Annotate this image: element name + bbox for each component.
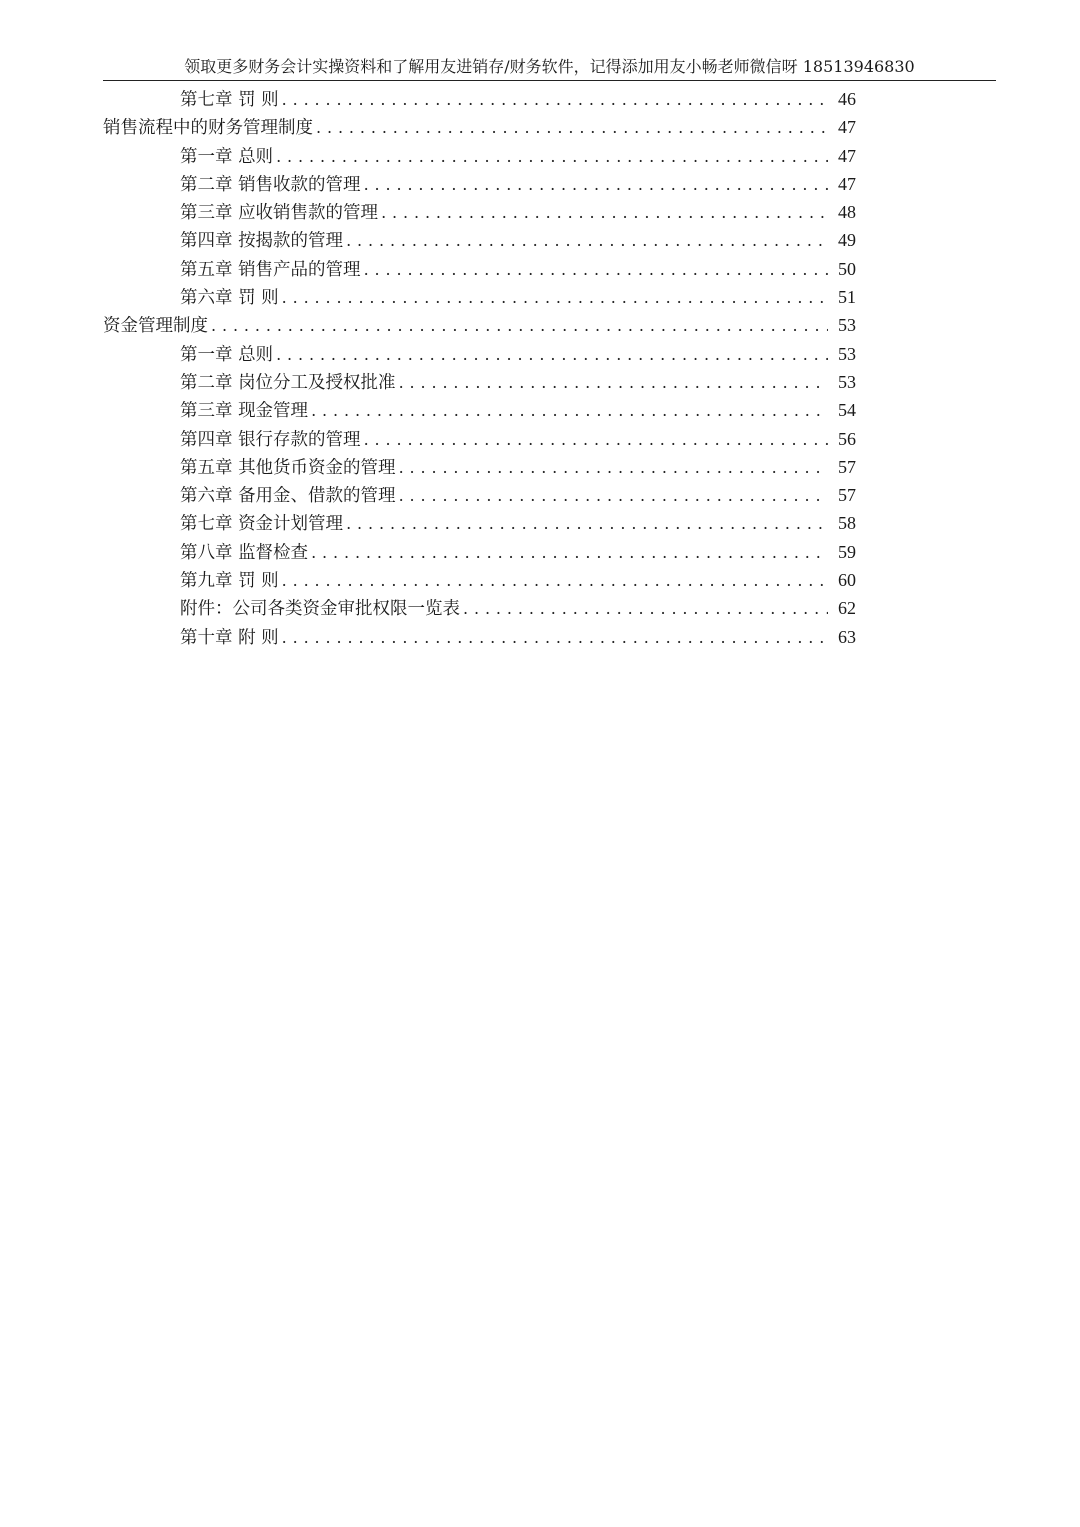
toc-section-entry[interactable] xyxy=(103,311,856,339)
toc-dot-leader xyxy=(276,143,828,171)
toc-entry-label: 第六章 备用金、借款的管理 xyxy=(180,486,396,507)
toc-entry[interactable] xyxy=(103,85,856,113)
toc-dot-leader xyxy=(282,86,828,114)
toc-dot-leader xyxy=(211,312,828,340)
toc-entry[interactable] xyxy=(103,566,856,594)
toc-dot-leader xyxy=(463,595,828,623)
toc-entry[interactable] xyxy=(103,425,856,453)
toc-page-number: 53 xyxy=(838,343,856,364)
toc-entry[interactable] xyxy=(103,170,856,198)
toc-entry[interactable] xyxy=(103,509,856,537)
toc-entry[interactable] xyxy=(103,453,856,481)
toc-entry[interactable] xyxy=(103,283,856,311)
toc-entry-label: 第五章 销售产品的管理 xyxy=(180,259,361,280)
toc-entry[interactable] xyxy=(103,538,856,566)
toc-dot-leader xyxy=(399,482,828,510)
toc-dot-leader xyxy=(282,284,828,312)
toc-page-number: 46 xyxy=(838,89,856,109)
toc-dot-leader xyxy=(276,341,828,369)
toc-entry-label: 第一章 总则 xyxy=(180,344,274,365)
toc-page-number: 57 xyxy=(838,456,856,477)
toc-section-entry[interactable] xyxy=(103,113,856,141)
toc-entry[interactable] xyxy=(103,481,856,509)
toc-dot-leader xyxy=(399,454,828,482)
toc-dot-leader xyxy=(282,567,828,595)
toc-entry-label: 第十章 附 则 xyxy=(180,627,279,648)
toc-entry-label: 附件：公司各类资金审批权限一览表 xyxy=(180,599,460,620)
toc-entry[interactable] xyxy=(103,594,856,622)
toc-dot-leader xyxy=(346,227,828,255)
toc-dot-leader xyxy=(311,397,828,425)
toc-entry-label: 第二章 销售收款的管理 xyxy=(180,174,361,195)
toc-entry[interactable] xyxy=(103,255,856,283)
toc-entry-label: 第二章 岗位分工及授权批准 xyxy=(180,372,396,393)
toc-entry[interactable] xyxy=(103,623,856,651)
toc-entry-label: 第四章 按揭款的管理 xyxy=(180,231,344,252)
toc-page-number: 47 xyxy=(838,145,856,166)
toc-dot-leader xyxy=(346,510,828,538)
toc-entry-label: 第三章 现金管理 xyxy=(180,401,309,422)
toc-dot-leader xyxy=(364,426,828,454)
toc-page-number: 47 xyxy=(838,173,856,194)
toc-entry-label: 第七章 资金计划管理 xyxy=(180,514,344,535)
toc-entry-label: 第六章 罚 则 xyxy=(180,288,279,309)
toc-page-number: 62 xyxy=(838,598,856,619)
toc-entry[interactable] xyxy=(103,396,856,424)
toc-dot-leader xyxy=(364,256,828,284)
toc-page-number: 53 xyxy=(838,371,856,392)
toc-entry-label: 第五章 其他货币资金的管理 xyxy=(180,457,396,478)
toc-entry[interactable] xyxy=(103,142,856,170)
toc-page-number: 56 xyxy=(838,428,856,449)
table-of-contents xyxy=(103,85,856,651)
toc-entry-label: 第一章 总则 xyxy=(180,146,274,167)
page-header-text: 领取更多财务会计实操资料和了解用友进销存/财务软件，记得添加用友小畅老师微信呀 18513946830 xyxy=(184,57,915,76)
toc-dot-leader xyxy=(282,624,828,652)
toc-entry-label: 资金管理制度 xyxy=(103,316,208,337)
toc-dot-leader xyxy=(311,539,828,567)
toc-entry[interactable] xyxy=(103,198,856,226)
toc-entry-label: 第四章 银行存款的管理 xyxy=(180,429,361,450)
toc-page-number: 60 xyxy=(838,570,856,591)
toc-entry[interactable] xyxy=(103,368,856,396)
toc-dot-leader xyxy=(399,369,828,397)
toc-entry-label: 第九章 罚 则 xyxy=(180,571,279,592)
toc-page-number: 63 xyxy=(838,626,856,647)
toc-page-number: 58 xyxy=(838,513,856,534)
toc-dot-leader xyxy=(364,171,828,199)
toc-entry-label: 第八章 监督检查 xyxy=(180,542,309,563)
toc-page-number: 47 xyxy=(838,117,856,138)
toc-dot-leader xyxy=(316,114,828,142)
toc-page-number: 53 xyxy=(838,315,856,336)
header-divider xyxy=(103,80,996,81)
toc-entry-label: 第三章 应收销售款的管理 xyxy=(180,203,379,224)
toc-entry-label: 第七章 罚 则 xyxy=(180,90,279,110)
toc-page-number: 57 xyxy=(838,485,856,506)
toc-entry-label: 销售流程中的财务管理制度 xyxy=(103,118,313,139)
toc-page-number: 51 xyxy=(838,287,856,308)
toc-page-number: 59 xyxy=(838,541,856,562)
toc-entry[interactable] xyxy=(103,226,856,254)
toc-entry[interactable] xyxy=(103,340,856,368)
toc-page-number: 50 xyxy=(838,258,856,279)
toc-page-number: 54 xyxy=(838,400,856,421)
toc-page-number: 49 xyxy=(838,230,856,251)
toc-dot-leader xyxy=(381,199,828,227)
toc-page-number: 48 xyxy=(838,202,856,223)
